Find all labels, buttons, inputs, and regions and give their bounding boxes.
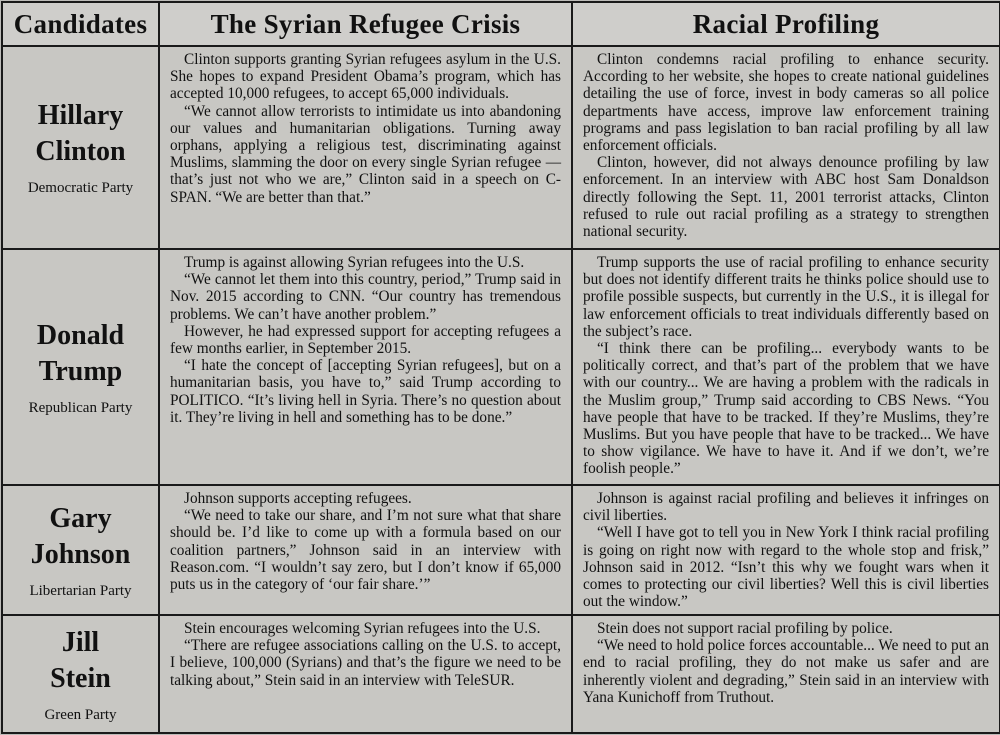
candidate-last-name: Stein: [50, 662, 111, 694]
candidate-cell: [2, 46, 159, 249]
refugee-paragraph: Stein encourages welcoming Syrian refugees into the U.S.: [184, 620, 541, 637]
candidate-first-name: Donald: [36, 319, 125, 351]
refugee-paragraph: Johnson supports accepting refugees.: [184, 490, 412, 507]
candidate-first-name: Gary: [49, 502, 112, 534]
candidate-first-name: Jill: [61, 626, 100, 658]
profiling-paragraph: Clinton, however, did not always denounce profiling by law enforcement. In an interview with ABC host Sam Donaldson directly following the Sept. 11, 2001 terrorist attacks, Clinton refused to rule out racial profiling as a strategy to strengthen national security.: [583, 154, 989, 241]
profiling-paragraph: Trump supports the use of racial profiling to enhance security but does not identify different traits he thinks police should use to profile possible suspects, but currently in the U.S., it is illegal for law enforcement officials to treat individuals differently based on the subject’s race.: [583, 254, 989, 340]
refugee-paragraph: “There are refugee associations calling on the U.S. to accept, I believe, 100,000 (Syrians) and that’s the figure we need to be talking about,” Stein said in an interview with TeleSUR.: [170, 637, 561, 689]
candidate-cell: [2, 615, 159, 733]
profiling-stance-cell: [572, 615, 1000, 733]
profiling-paragraph: “We need to hold police forces accountable... We need to put an end to racial profiling, they do not make us safer and are inherently violent and degrading,” Stein said in an interview with Yana Kunichoff from Truthout.: [583, 637, 989, 706]
candidate-party: Libertarian Party: [29, 582, 132, 599]
profiling-stance-cell: [572, 46, 1000, 249]
profiling-paragraph: “Well I have got to tell you in New York I think racial profiling is going on right now with regard to the whole stop and frisk,” Johnson said in 2012. “Isn’t this why we fought wars when it comes to protecting our civil liberties? Well this is civil liberties out the window.”: [583, 524, 989, 611]
refugee-paragraph: However, he had expressed support for accepting refugees a few months earlier, in September 2015.: [170, 322, 561, 358]
candidate-last-name: Johnson: [30, 538, 131, 570]
header-candidates: Candidates: [2, 2, 159, 46]
candidate-last-name: Clinton: [35, 136, 126, 167]
row-johnson: [2, 485, 1000, 615]
profiling-paragraph: “I think there can be profiling... everybody wants to be politically correct, and that’s part of the problem that we have with our country... We are having a problem with the radicals in the Muslim group,” Trump said according to CBS News. “You have people that have to be tracked. If they’re Muslims, they’re Muslims. But you have people that have to be tracked... We have to show vigilance. We have to have it. And if we don’t, we’re foolish people.”: [583, 340, 989, 478]
candidate-cell: [2, 485, 159, 615]
header-syrian-refugee-crisis: The Syrian Refugee Crisis: [159, 2, 572, 46]
refugee-paragraph: Clinton supports granting Syrian refugees asylum in the U.S. She hopes to expand President Obama’s program, which has accepted 10,000 refugees, to accept 65,000 individuals.: [170, 51, 561, 103]
profiling-stance-cell: [572, 485, 1000, 615]
candidate-comparison-table: [1, 1, 1000, 734]
refugee-paragraph: “I hate the concept of [accepting Syrian refugees], but on a humanitarian basis, you have to,” said Trump according to POLITICO. “It’s living hell in Syria. There’s no question about it. They’re living in hell and something has to be done.”: [170, 357, 561, 426]
refugee-stance-cell: [159, 485, 572, 615]
refugee-paragraph: Trump is against allowing Syrian refugees into the U.S.: [184, 254, 525, 271]
candidate-cell: [2, 249, 159, 485]
row-clinton: [2, 46, 1000, 249]
refugee-paragraph: “We cannot allow terrorists to intimidate us into abandoning our values and humanitarian obligations. Turning away orphans, applying a religious test, discriminating against Muslims, slamming the door on every single Syrian refugee — that’s just not who we are,” Clinton said in a speech on C-SPAN. “We are better than that.”: [170, 102, 561, 206]
refugee-stance-cell: [159, 615, 572, 733]
refugee-paragraph: “We need to take our share, and I’m not sure what that share should be. I’d like to come up with a formula based on our coalition partners,” Johnson said in an interview with Reason.com. “I wouldn’t say zero, but I don’t know if 65,000 puts us in the category of ‘our fair share.’”: [170, 507, 561, 594]
refugee-stance-cell: [159, 249, 572, 485]
candidate-party: Green Party: [44, 706, 117, 723]
candidate-first-name: Hillary: [37, 100, 124, 131]
header-racial-profiling: Racial Profiling: [572, 2, 1000, 46]
profiling-paragraph: Johnson is against racial profiling and believes it infringes on civil liberties.: [583, 490, 989, 525]
profiling-paragraph: Clinton condemns racial profiling to enhance security. According to her website, she hopes to create national guidelines detailing the use of force, invest in body cameras so all police departments have access, improve law enforcement training programs and pass legislation to ban racial profiling by all law enforcement officials.: [583, 51, 989, 155]
header-row: [2, 2, 1000, 46]
profiling-paragraph: Stein does not support racial profiling by police.: [597, 620, 893, 637]
refugee-stance-cell: [159, 46, 572, 249]
row-trump: [2, 249, 1000, 485]
refugee-paragraph: “We cannot let them into this country, period,” Trump said in Nov. 2015 according to CNN. “Our country has tremendous problems. We can’t have another problem.”: [170, 271, 561, 323]
profiling-stance-cell: [572, 249, 1000, 485]
candidate-last-name: Trump: [38, 355, 123, 387]
candidate-party: Republican Party: [28, 399, 133, 416]
row-stein: [2, 615, 1000, 733]
candidate-party: Democratic Party: [27, 180, 134, 196]
